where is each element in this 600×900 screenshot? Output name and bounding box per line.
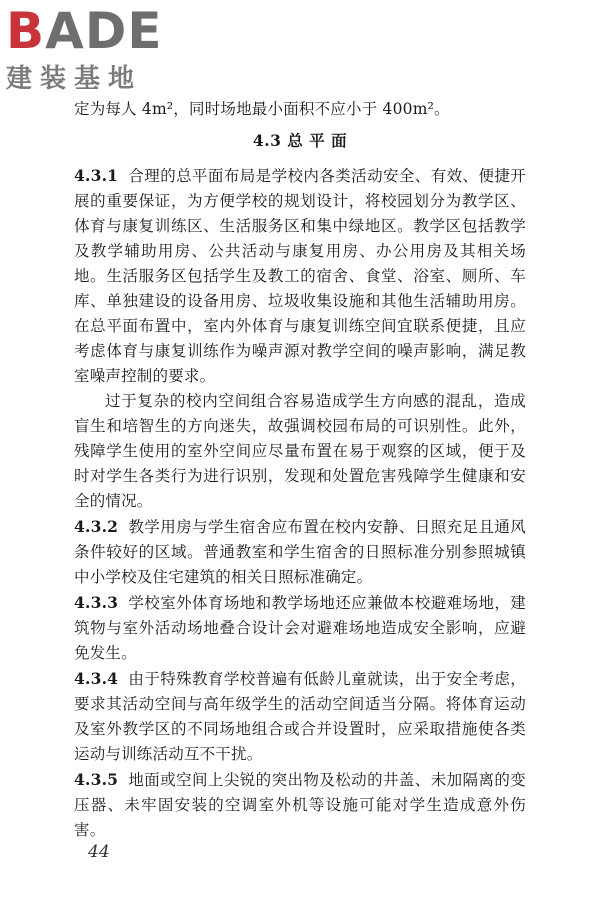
clause-4-3-1-continuation: 过于复杂的校内空间组合容易造成学生方向感的混乱，造成盲生和培智生的方向迷失，故强调校园布局的可识别性。此外，残障学生使用的室外空间应尽量布置在易于观察的区域，便于及时对学生各类行为进行识别，发现和处置危害残障学生健康和安全的情况。 [74, 392, 526, 510]
clause-text: 合理的总平面布局是学校内各类活动安全、有效、便捷开展的重要保证，为方便学校的规划设计，将校园划分为教学区、体育与康复训练区、生活服务区和集中绿地区。教学区包括教学及教学辅助用房、公共活动与康复用房、办公用房及其相关场地。生活服务区包括学生及教工的宿舍、食堂、浴室、厕所、车库、单独建设的设备用房、垃圾收集设施和其他生活辅助用房。在总平面布置中，室内外体育与康复训练空间宜联系便捷，且应考虑体育与康复训练作为噪声源对教学空间的噪声影响，满足教室噪声控制的要求。 [74, 167, 526, 385]
page-number: 44 [88, 842, 110, 862]
logo-tagline: 建装基地 [6, 64, 143, 94]
clause-4-3-5 [74, 767, 526, 843]
logo-word-rest: ADE [45, 2, 163, 60]
clause-number: 4.3.4 [74, 669, 119, 688]
logo-wordmark [6, 2, 163, 60]
clause-text: 地面或空间上尖锐的突出物及松动的井盖、未加隔离的变压器、未牢固安装的空调室外机等设施可能对学生造成意外伤害。 [74, 771, 526, 839]
clause-number: 4.3.5 [74, 770, 119, 789]
carryover-paragraph: 定为每人 4m²，同时场地最小面积不应小于 400m²。 [74, 100, 450, 118]
bade-logo [6, 2, 176, 96]
clause-number: 4.3.2 [74, 517, 119, 536]
clause-4-3-2 [74, 514, 526, 590]
document-body [74, 97, 526, 843]
clause-4-3-3 [74, 590, 526, 666]
clause-text: 由于特殊教育学校普遍有低龄儿童就读，出于安全考虑，要求其活动空间与高年级学生的活动空间适当分隔。将体育运动及室外教学区的不同场地组合或合并设置时，应采取措施使各类运动与训练活动互不干扰。 [74, 670, 526, 763]
clause-4-3-4 [74, 666, 526, 767]
clause-4-3-1 [74, 163, 526, 389]
section-title: 4.3 总 平 面 [252, 131, 348, 150]
clause-text: 学校室外体育场地和教学场地还应兼做本校避难场地，建筑物与室外活动场地叠合设计会对避难场地造成安全影响，应避免发生。 [74, 594, 526, 662]
clause-number: 4.3.1 [74, 166, 119, 185]
logo-accent-letter: B [6, 2, 46, 60]
clause-text: 教学用房与学生宿舍应布置在校内安静、日照充足且通风条件较好的区域。普通教室和学生宿舍的日照标准分别参照城镇中小学校及住宅建筑的相关日照标准确定。 [74, 518, 526, 586]
clause-number: 4.3.3 [74, 593, 119, 612]
